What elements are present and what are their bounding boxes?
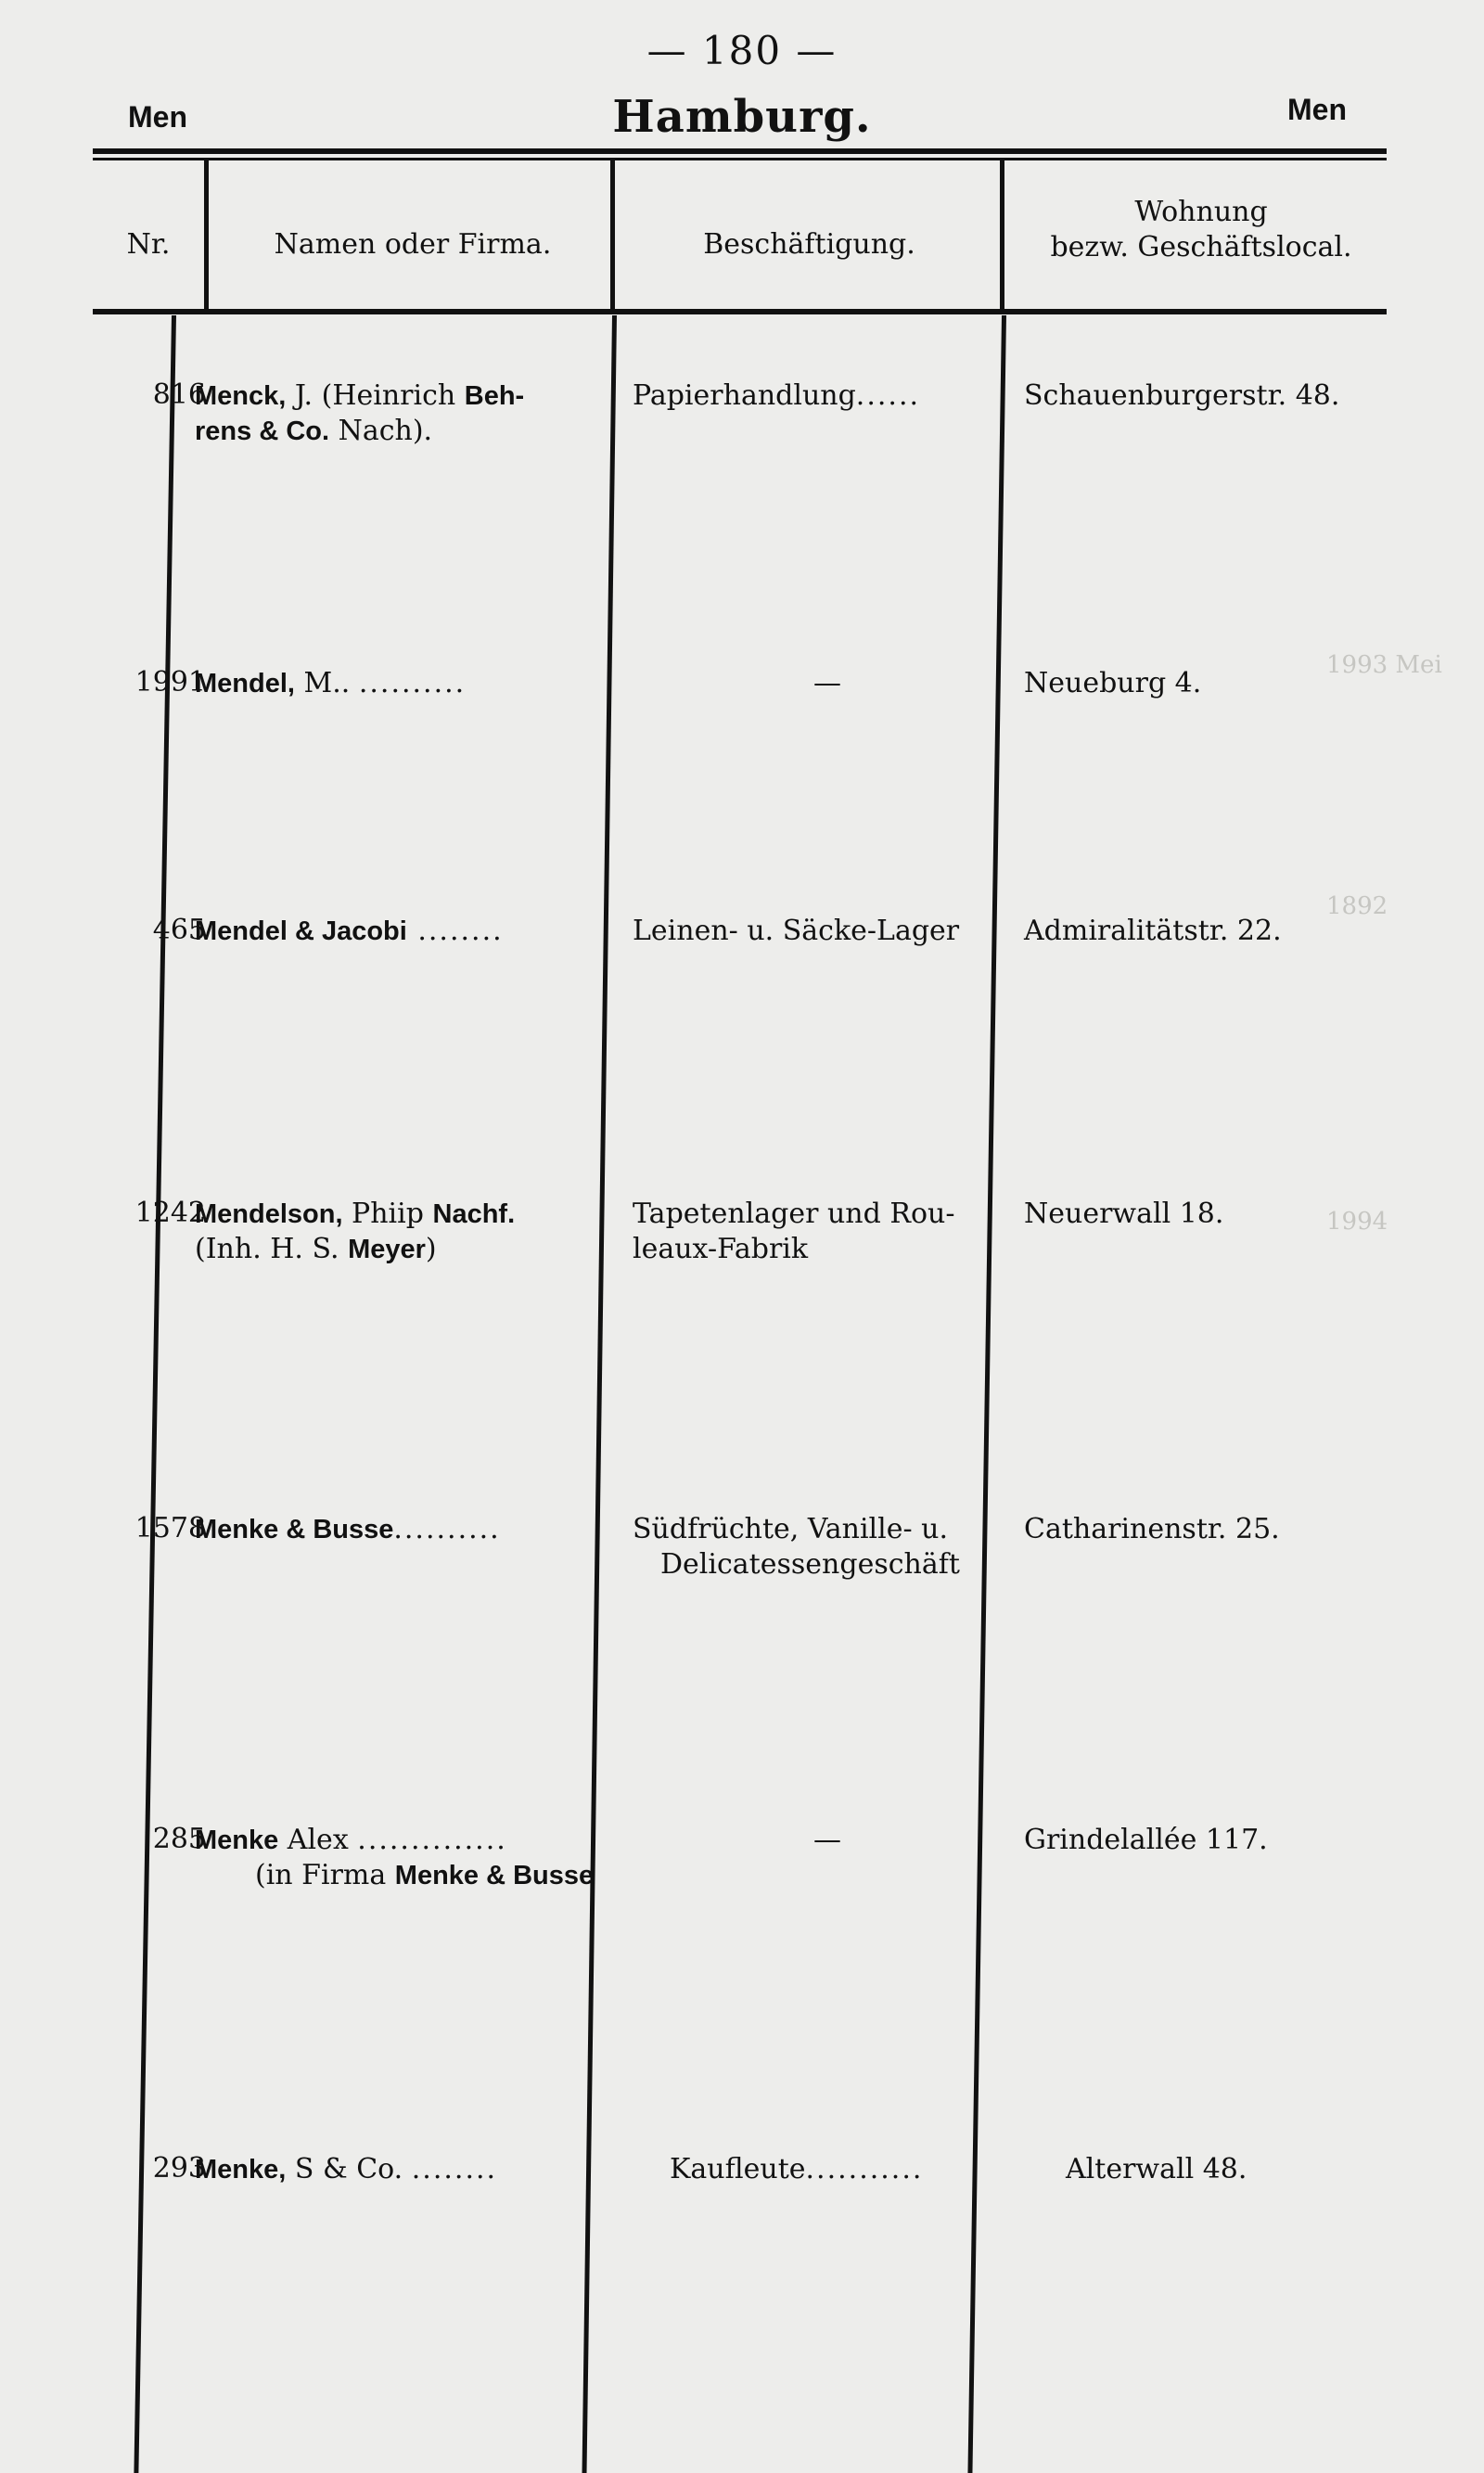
column-header-address	[1006, 195, 1396, 265]
entry-address: Neueburg 4.	[1024, 667, 1202, 699]
header-rule	[93, 309, 1387, 314]
left-running-head: Men	[128, 100, 187, 134]
bleed-through-mark: 1892	[1326, 892, 1388, 920]
entry-occupation: Kaufleute...........	[670, 2153, 924, 2185]
entry-address: Grindelallée 117.	[1024, 1824, 1268, 1856]
top-rule	[93, 148, 1387, 154]
entry-occupation: —	[813, 667, 841, 699]
entry-occupation: Tapetenlager und Rou- leaux-Fabrik	[633, 1198, 955, 1265]
entry-occupation: Südfrüchte, Vanille- u. Delicatessengeschäft	[633, 1513, 960, 1581]
entry-name: Mendelson, Phiip Nachf. (Inh. H. S. Meyer)	[195, 1198, 516, 1265]
entry-number: 465	[152, 914, 206, 946]
entry-number: 816	[152, 378, 206, 411]
top-rule-thin	[93, 158, 1387, 160]
entry-address: Catharinenstr. 25.	[1024, 1513, 1280, 1545]
page-number: — 180 —	[646, 28, 838, 73]
entry-occupation: Papierhandlung......	[633, 379, 921, 412]
header-divider	[610, 158, 615, 311]
entry-name: Mendel, M.. ..........	[195, 667, 467, 699]
header-divider	[204, 158, 209, 311]
entry-name: Menck, J. (Heinrich Beh- rens & Co. Nach).	[195, 379, 525, 447]
column-header-occupation: Beschäftigung.	[703, 228, 915, 261]
entry-name: Menke Alex .............. (in Firma Menke & Busse	[195, 1824, 595, 1891]
column-header-address-line1: Wohnung	[1134, 196, 1268, 228]
entry-address: Schauenburgerstr. 48.	[1024, 379, 1340, 412]
entry-name: Mendel & Jacobi ........	[195, 915, 504, 947]
column-header-address-line2: bezw. Geschäftslocal.	[1050, 231, 1352, 263]
header-divider	[1000, 158, 1004, 311]
entry-address: Admiralitätstr. 22.	[1024, 915, 1282, 947]
column-divider-name	[582, 315, 617, 2473]
bleed-through-mark: 1994	[1326, 1208, 1388, 1236]
entry-number: 1578	[134, 1512, 206, 1544]
column-header-name: Namen oder Firma.	[274, 228, 552, 261]
entry-number: 293	[152, 2152, 206, 2185]
column-header-nr: Nr.	[126, 228, 171, 261]
entry-occupation: Leinen- u. Säcke-Lager	[633, 915, 960, 947]
column-divider-occupation	[967, 315, 1006, 2473]
entry-number: 285	[152, 1823, 206, 1855]
column-divider-nr	[134, 315, 176, 2473]
entry-number: 1991	[134, 666, 206, 698]
entry-address: Neuerwall 18.	[1024, 1198, 1224, 1230]
city-heading: Hamburg.	[612, 91, 872, 143]
bleed-through-mark: 1993 Mei	[1326, 651, 1442, 679]
entry-occupation: —	[813, 1824, 841, 1856]
entry-name: Menke, S & Co. ........	[195, 2153, 498, 2185]
right-running-head: Men	[1287, 93, 1347, 126]
entry-number: 1242	[134, 1197, 206, 1229]
entry-address: Alterwall 48.	[1066, 2153, 1247, 2185]
entry-name: Menke & Busse..........	[195, 1513, 501, 1545]
